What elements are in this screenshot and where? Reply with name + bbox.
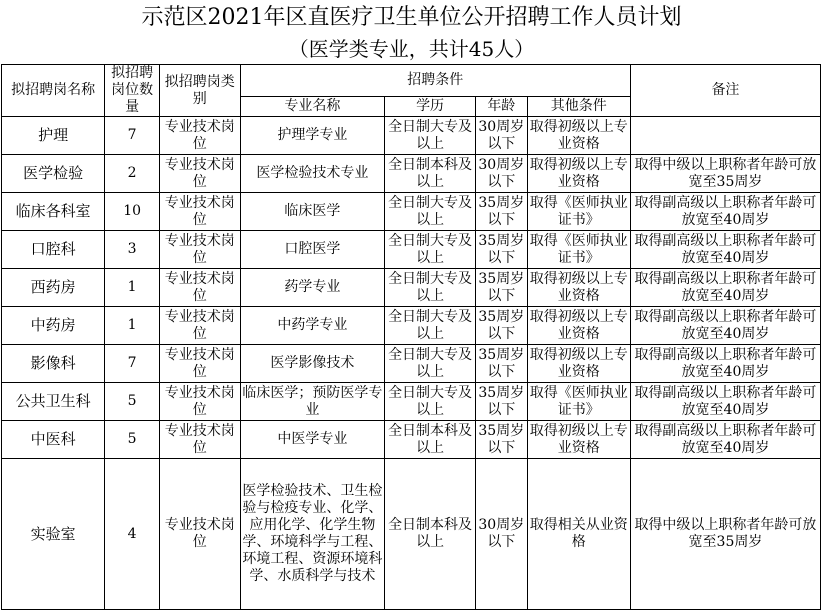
recruitment-table — [1, 64, 821, 610]
table-row — [2, 307, 821, 345]
cell-category: 专业技术岗位 — [160, 231, 241, 269]
cell-count: 5 — [105, 383, 160, 421]
cell-age: 30周岁以下 — [476, 459, 528, 610]
cell-major: 药学专业 — [240, 269, 385, 307]
cell-education: 全日制本科及以上 — [385, 459, 476, 610]
cell-major: 医学检验技术专业 — [240, 155, 385, 193]
table-row — [2, 421, 821, 459]
cell-age: 35周岁以下 — [476, 383, 528, 421]
cell-remarks: 取得中级以上职称者年龄可放宽至35周岁 — [630, 155, 820, 193]
cell-education: 全日制大专及以上 — [385, 117, 476, 155]
cell-category: 专业技术岗位 — [160, 421, 241, 459]
cell-position-name: 医学检验 — [2, 155, 105, 193]
cell-other-conditions: 取得初级以上专业资格 — [527, 421, 630, 459]
cell-other-conditions: 取得相关从业资格 — [527, 459, 630, 610]
cell-education: 全日制大专及以上 — [385, 383, 476, 421]
header-conditions: 招聘条件 — [240, 65, 630, 97]
table-body — [2, 117, 821, 610]
cell-age: 35周岁以下 — [476, 345, 528, 383]
header-position-name: 拟招聘岗名称 — [2, 65, 105, 117]
cell-position-name: 公共卫生科 — [2, 383, 105, 421]
cell-age: 30周岁以下 — [476, 117, 528, 155]
cell-education: 全日制大专及以上 — [385, 193, 476, 231]
page-title: 示范区2021年区直医疗卫生单位公开招聘工作人员计划 — [141, 5, 682, 30]
table-row — [2, 117, 821, 155]
header-major: 专业名称 — [240, 97, 385, 117]
cell-position-name: 西药房 — [2, 269, 105, 307]
cell-major: 临床医学 — [240, 193, 385, 231]
cell-count: 4 — [105, 459, 160, 610]
cell-position-name: 临床各科室 — [2, 193, 105, 231]
cell-category: 专业技术岗位 — [160, 155, 241, 193]
cell-major: 中药学专业 — [240, 307, 385, 345]
cell-category: 专业技术岗位 — [160, 117, 241, 155]
cell-age: 35周岁以下 — [476, 269, 528, 307]
cell-count: 7 — [105, 345, 160, 383]
cell-category: 专业技术岗位 — [160, 269, 241, 307]
cell-age: 30周岁以下 — [476, 155, 528, 193]
cell-other-conditions: 取得初级以上专业资格 — [527, 345, 630, 383]
cell-education: 全日制大专及以上 — [385, 307, 476, 345]
cell-remarks: 取得副高级以上职称者年龄可放宽至40周岁 — [630, 193, 820, 231]
cell-major: 医学影像技术 — [240, 345, 385, 383]
table-row — [2, 193, 821, 231]
cell-other-conditions: 取得初级以上专业资格 — [527, 307, 630, 345]
cell-category: 专业技术岗位 — [160, 193, 241, 231]
cell-count: 1 — [105, 307, 160, 345]
cell-count: 10 — [105, 193, 160, 231]
cell-education: 全日制大专及以上 — [385, 231, 476, 269]
cell-remarks: 取得副高级以上职称者年龄可放宽至40周岁 — [630, 383, 820, 421]
cell-count: 7 — [105, 117, 160, 155]
table-row — [2, 269, 821, 307]
cell-remarks: 取得副高级以上职称者年龄可放宽至40周岁 — [630, 231, 820, 269]
cell-major: 医学检验技术、卫生检验与检疫专业、化学、应用化学、化学生物学、环境科学与工程、环境工程、资源环境科学、水质科学与技术 — [240, 459, 385, 610]
header-count: 拟招聘岗位数量 — [105, 65, 160, 117]
cell-other-conditions: 取得《医师执业证书》 — [527, 231, 630, 269]
cell-major: 临床医学；预防医学专业 — [240, 383, 385, 421]
cell-education: 全日制本科及以上 — [385, 155, 476, 193]
table-row — [2, 345, 821, 383]
cell-other-conditions: 取得初级以上专业资格 — [527, 117, 630, 155]
cell-position-name: 实验室 — [2, 459, 105, 610]
header-other: 其他条件 — [527, 97, 630, 117]
cell-remarks: 取得副高级以上职称者年龄可放宽至40周岁 — [630, 345, 820, 383]
cell-category: 专业技术岗位 — [160, 307, 241, 345]
cell-age: 35周岁以下 — [476, 193, 528, 231]
cell-major: 口腔医学 — [240, 231, 385, 269]
table-row — [2, 231, 821, 269]
cell-remarks — [630, 117, 820, 155]
cell-category: 专业技术岗位 — [160, 459, 241, 610]
cell-count: 5 — [105, 421, 160, 459]
cell-position-name: 护理 — [2, 117, 105, 155]
cell-major: 中医学专业 — [240, 421, 385, 459]
cell-age: 35周岁以下 — [476, 307, 528, 345]
cell-other-conditions: 取得初级以上专业资格 — [527, 269, 630, 307]
header-education: 学历 — [385, 97, 476, 117]
table-row — [2, 459, 821, 610]
cell-count: 3 — [105, 231, 160, 269]
cell-major: 护理学专业 — [240, 117, 385, 155]
cell-position-name: 口腔科 — [2, 231, 105, 269]
page-subtitle: （医学类专业，共计45人） — [288, 37, 535, 61]
cell-other-conditions: 取得《医师执业证书》 — [527, 383, 630, 421]
cell-age: 35周岁以下 — [476, 421, 528, 459]
cell-position-name: 影像科 — [2, 345, 105, 383]
cell-remarks: 取得中级以上职称者年龄可放宽至35周岁 — [630, 459, 820, 610]
table-row — [2, 383, 821, 421]
cell-remarks: 取得副高级以上职称者年龄可放宽至40周岁 — [630, 269, 820, 307]
header-category: 拟招聘岗类别 — [160, 65, 241, 117]
cell-other-conditions: 取得初级以上专业资格 — [527, 155, 630, 193]
cell-remarks: 取得副高级以上职称者年龄可放宽至40周岁 — [630, 307, 820, 345]
cell-count: 1 — [105, 269, 160, 307]
cell-education: 全日制大专及以上 — [385, 345, 476, 383]
cell-other-conditions: 取得《医师执业证书》 — [527, 193, 630, 231]
cell-remarks: 取得副高级以上职称者年龄可放宽至40周岁 — [630, 421, 820, 459]
cell-category: 专业技术岗位 — [160, 383, 241, 421]
header-remarks: 备注 — [630, 65, 820, 117]
cell-position-name: 中医科 — [2, 421, 105, 459]
cell-age: 35周岁以下 — [476, 231, 528, 269]
cell-education: 全日制本科及以上 — [385, 421, 476, 459]
cell-position-name: 中药房 — [2, 307, 105, 345]
cell-count: 2 — [105, 155, 160, 193]
table-row — [2, 155, 821, 193]
header-age: 年龄 — [476, 97, 528, 117]
cell-category: 专业技术岗位 — [160, 345, 241, 383]
cell-education: 全日制大专及以上 — [385, 269, 476, 307]
